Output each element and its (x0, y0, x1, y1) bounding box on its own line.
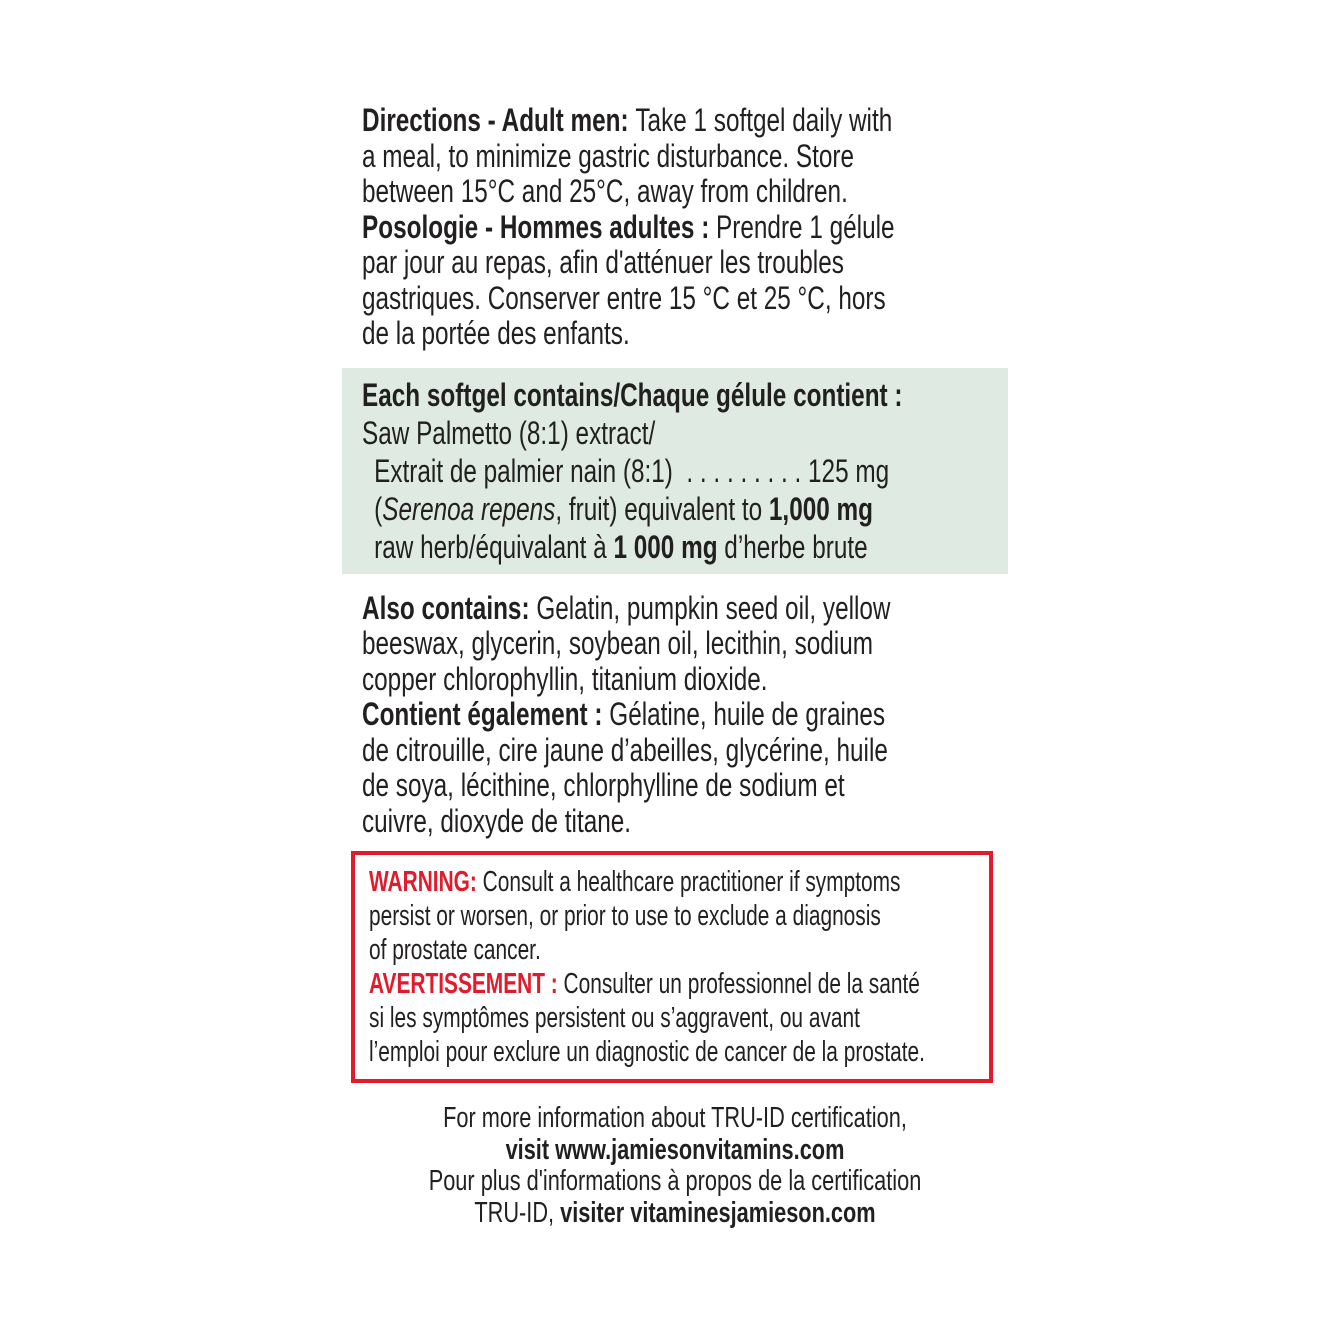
text-line (369, 1001, 860, 1035)
text-line (362, 102, 893, 139)
text-segment: si les symptômes persistent ou s’aggravent, ou avant (369, 1002, 860, 1034)
text-line (425, 1166, 925, 1198)
text-segment: visiter vitaminesjamieson.com (560, 1196, 876, 1229)
text-line (369, 865, 901, 899)
text-segment: 1,000 mg (768, 490, 874, 527)
text-segment: de soya, lécithine, chlorphylline de sodium et (362, 767, 845, 803)
text-segment: visit www.jamiesonvitamins.com (505, 1133, 845, 1166)
text-segment: Each softgel contains/Chaque gélule contient : (362, 376, 903, 413)
text-segment: between 15°C and 25°C, away from children. (362, 173, 848, 209)
text-segment: Gelatin, pumpkin seed oil, yellow (536, 589, 891, 626)
text-segment: persist or worsen, or prior to use to exclude a diagnosis (369, 900, 881, 932)
footer-certification-text (342, 1103, 1008, 1229)
text-line (362, 490, 874, 528)
text-segment: gastriques. Conserver entre 15 °C et 25 °C, hors (362, 279, 886, 316)
text-segment: cuivre, dioxyde de titane. (362, 802, 632, 839)
text-segment: , fruit) equivalent to (555, 490, 769, 527)
text-segment: Extrait de palmier nain (8:1) . . . . . . . . . 125 mg (374, 452, 890, 489)
text-line (362, 528, 868, 566)
text-line (362, 208, 895, 246)
text-segment: beeswax, glycerin, soybean oil, lecithin, sodium (362, 625, 873, 661)
text-segment: WARNING: (369, 866, 483, 898)
text-line (362, 589, 891, 627)
text-segment: Contient également : (362, 696, 610, 732)
text-line (369, 933, 810, 967)
text-line (362, 414, 838, 452)
text-line (369, 899, 881, 933)
label-content-column (342, 103, 1008, 1229)
text-segment: of prostate cancer. (369, 934, 541, 966)
text-line (369, 967, 920, 1001)
text-segment: a meal, to minimize gastric disturbance. Store (362, 137, 855, 174)
text-segment: raw herb/équivalant à (374, 528, 614, 565)
warning-box (351, 851, 993, 1083)
text-segment: Directions - Adult men: (362, 102, 636, 138)
text-line (362, 768, 853, 804)
text-segment: For more information about TRU-ID certification, (443, 1102, 907, 1134)
text-segment: Gélatine, huile de graines (609, 696, 886, 732)
text-segment: AVERTISSEMENT : (369, 968, 564, 1000)
text-segment: par jour au repas, afin d'atténuer les troubles (362, 244, 844, 280)
text-line (362, 376, 903, 414)
text-line (425, 1198, 925, 1230)
text-segment: 1 000 mg (613, 528, 718, 565)
text-segment: Saw Palmetto (8:1) extract/ (362, 414, 656, 451)
text-segment: Consult a healthcare practitioner if symptoms (482, 866, 901, 898)
text-line (362, 279, 886, 317)
text-segment: Prendre 1 gélule (716, 208, 895, 245)
text-line (362, 662, 853, 698)
text-line (362, 316, 853, 352)
text-line (425, 1135, 925, 1167)
text-line (362, 731, 888, 769)
text-segment: Take 1 softgel daily with (635, 102, 893, 138)
also-contains-text (342, 591, 1008, 840)
text-segment: de la portée des enfants. (362, 315, 630, 351)
text-segment: de citrouille, cire jaune d’abeilles, glycérine, huile (362, 731, 888, 768)
directions-text (342, 103, 1008, 352)
ingredients-panel (342, 368, 1008, 574)
text-segment: l’emploi pour exclure un diagnostic de cancer de la prostate. (369, 1036, 925, 1068)
text-segment: ( (374, 490, 383, 527)
text-line (362, 804, 853, 840)
text-line (362, 139, 853, 175)
text-segment: Also contains: (362, 589, 537, 626)
text-line (362, 696, 886, 733)
text-line (362, 452, 890, 490)
text-line (362, 174, 853, 210)
text-segment: Pour plus d'informations à propos de la certification (428, 1165, 922, 1197)
text-line (369, 1035, 925, 1069)
text-segment: Serenoa repens (382, 490, 556, 527)
text-segment: d’herbe brute (717, 528, 868, 565)
text-segment: Consulter un professionnel de la santé (563, 968, 920, 1000)
text-segment: copper chlorophyllin, titanium dioxide. (362, 660, 768, 697)
text-segment: TRU-ID, (474, 1196, 561, 1229)
text-line (362, 245, 853, 281)
text-line (425, 1103, 925, 1135)
text-segment: Posologie - Hommes adultes : (362, 208, 717, 245)
text-line (362, 625, 873, 662)
